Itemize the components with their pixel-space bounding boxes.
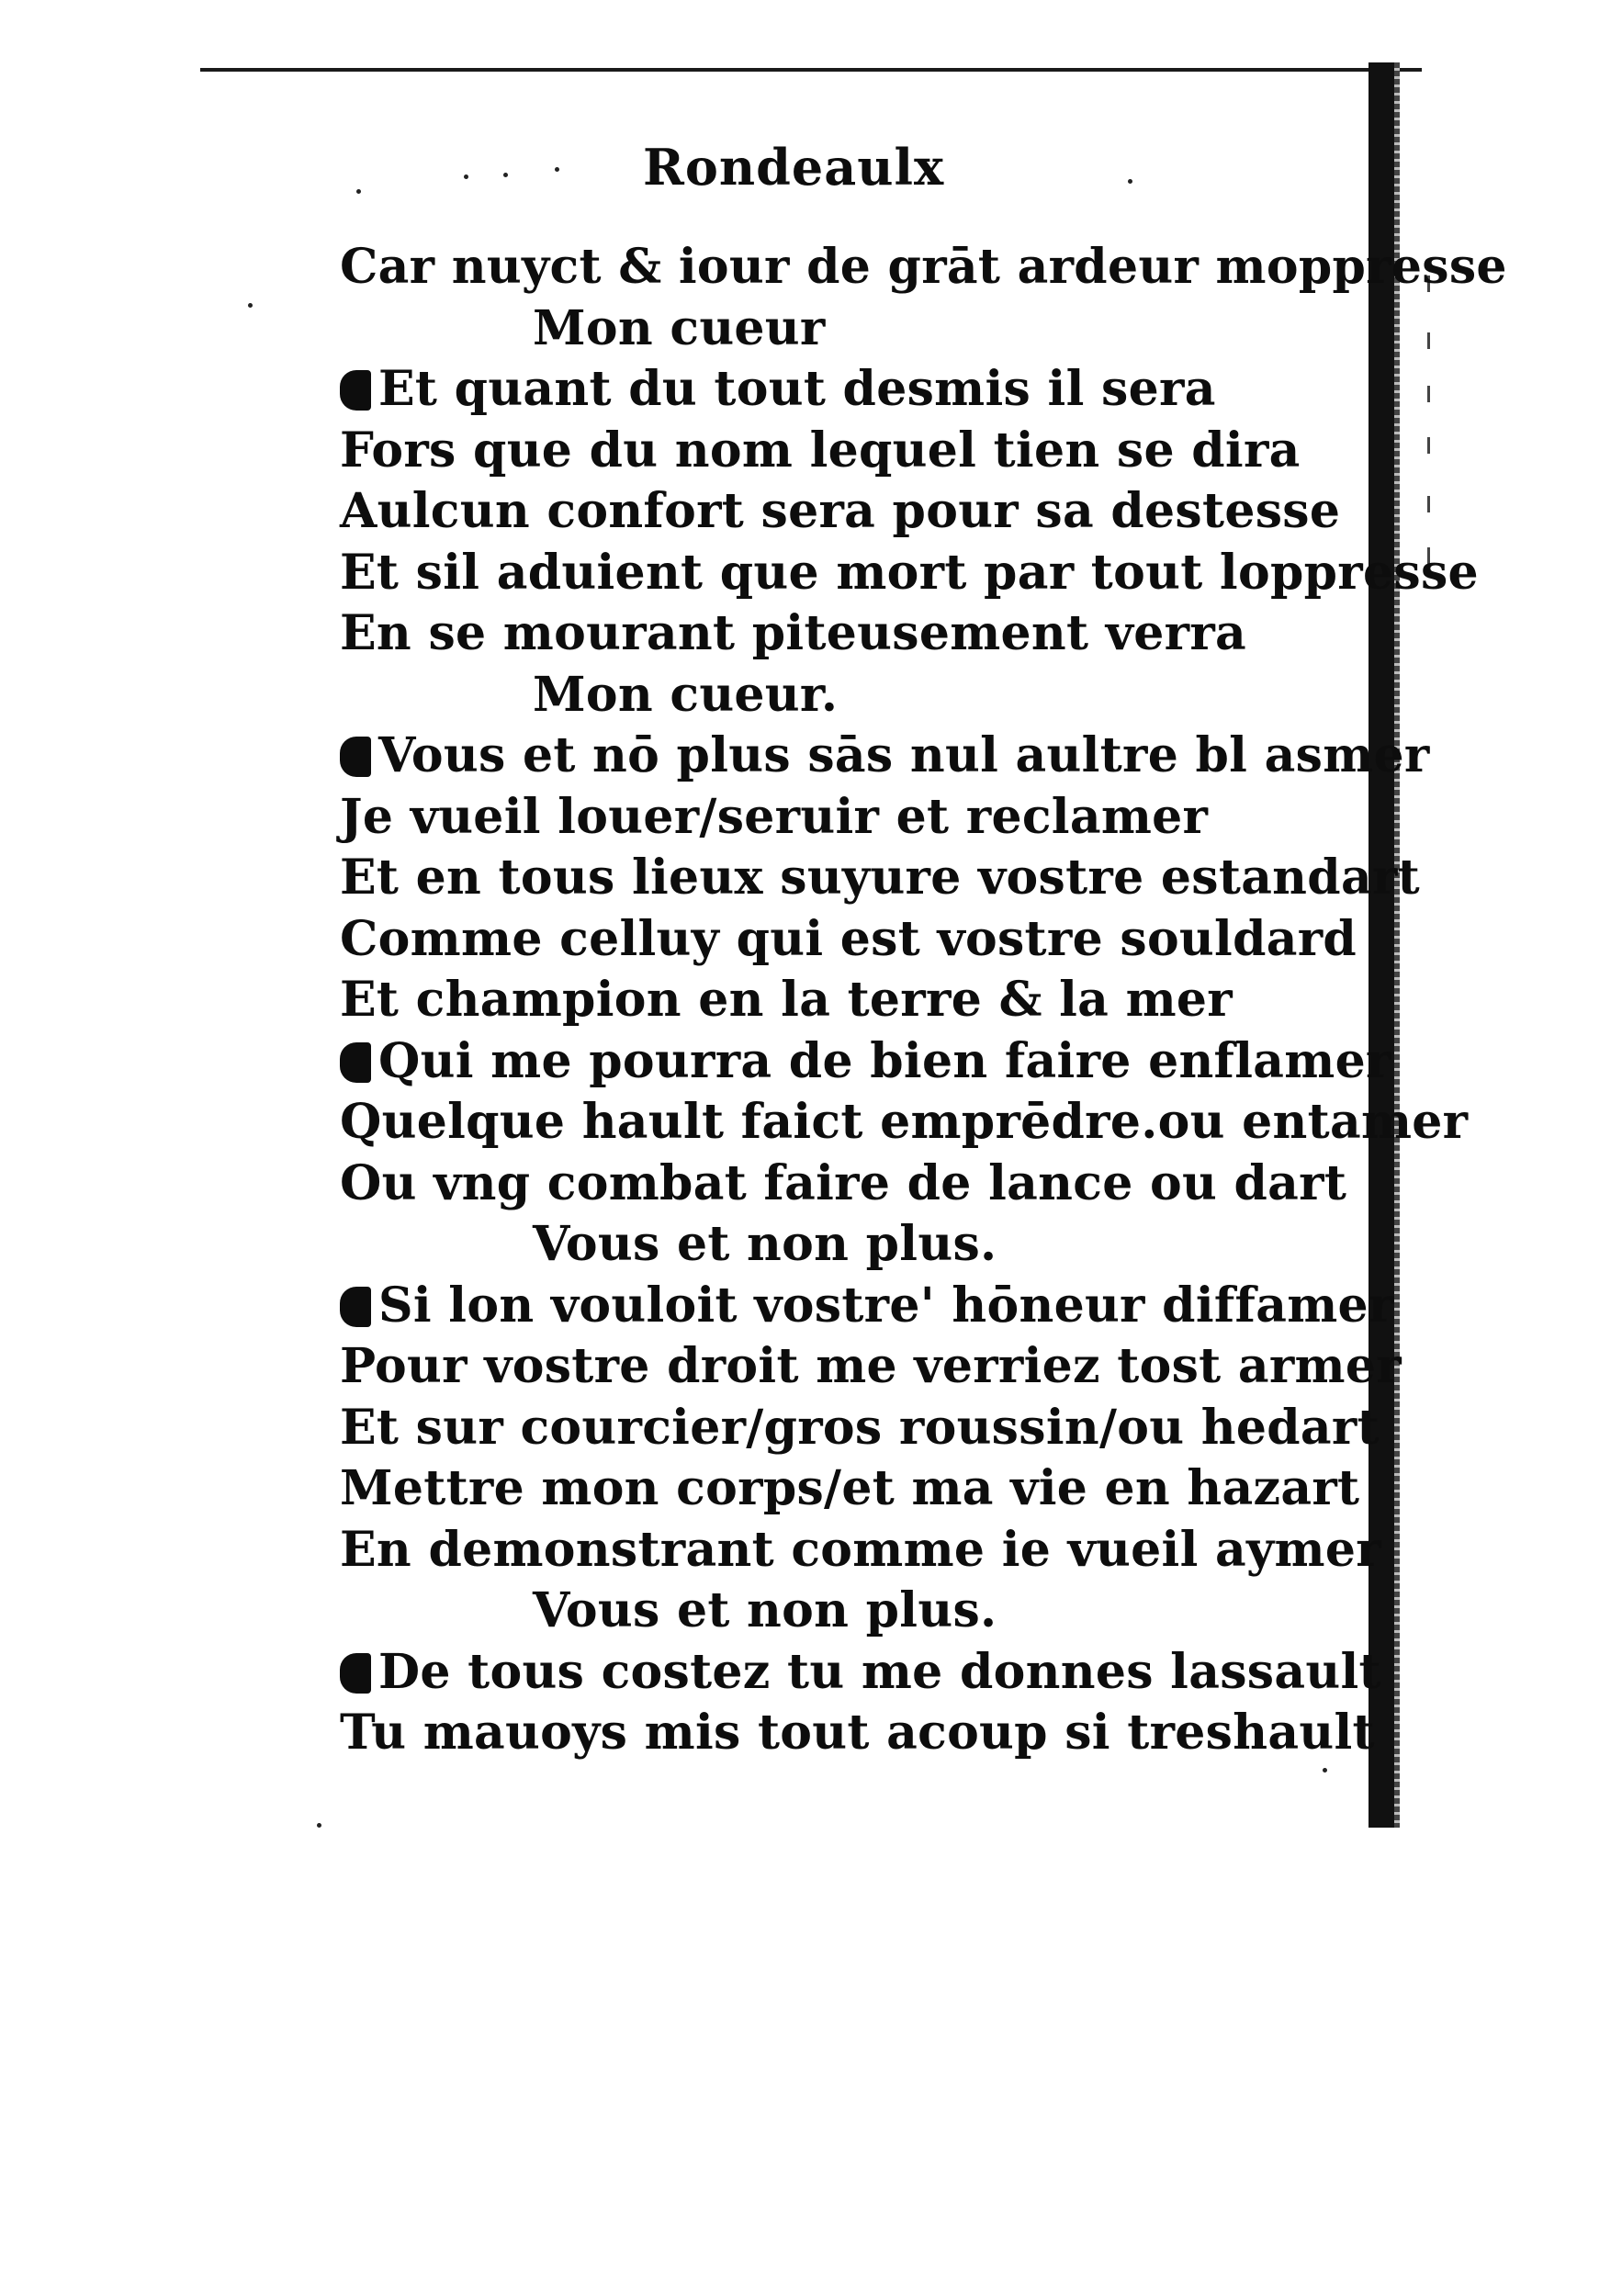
pilcrow-icon (340, 370, 371, 411)
pilcrow-icon (340, 1653, 371, 1694)
verse-line-text: Ou vng combat faire de lance ou dart (340, 1154, 1347, 1211)
ink-speck (555, 167, 559, 172)
verse-line-text: Aulcun confort sera pour sa destesse (340, 483, 1341, 539)
verse-line-text: Fors que du nom lequel tien se dira (340, 422, 1301, 478)
pilcrow-icon (340, 1287, 371, 1327)
verse-line-text: Mon cueur. (533, 666, 839, 723)
verse-line (340, 421, 1378, 482)
verse-line-text: Comme celluy qui est vostre souldard (340, 910, 1357, 967)
ink-speck (464, 174, 468, 179)
verse-line-text: Qui me pourra de bien faire enflamer (378, 1032, 1391, 1089)
verse-line (340, 543, 1479, 604)
pilcrow-icon (340, 1042, 371, 1083)
verse-line (340, 237, 1507, 298)
verse-line-text: Et champion en la terre & la mer (340, 972, 1233, 1028)
page-heading: Rondeaulx (643, 138, 945, 197)
verse-line (340, 1520, 1381, 1581)
verse-line (340, 970, 1378, 1031)
verse-line-text: Et en tous lieux suyure vostre estandart (340, 850, 1420, 906)
verse-line-text: En se mourant piteusement verra (340, 605, 1247, 661)
verse-line (340, 848, 1420, 909)
verse-line-text: Je vueil louer/seruir et reclamer (340, 788, 1209, 845)
verse-line-text: Vous et non plus. (533, 1216, 997, 1272)
binding-gutter-edge (1394, 62, 1400, 1828)
verse-line-text: Car nuyct & iour de grāt ardeur moppresse (340, 239, 1507, 295)
verse-line (340, 909, 1378, 971)
verse-line-text: Pour vostre droit me verriez tost armer (340, 1338, 1402, 1394)
margin-mark (1427, 332, 1430, 349)
refrain-line (340, 298, 1378, 360)
verse-line-text: De tous costez tu me donnes lassault (378, 1643, 1381, 1700)
verse-line-text: Vous et nō plus sās nul aultre bl asmer (378, 727, 1430, 783)
refrain-line (340, 665, 1378, 726)
verse-line (340, 1336, 1402, 1398)
top-rule (200, 68, 1422, 72)
refrain-line (340, 1581, 1378, 1642)
verse-line-text: Et sur courcier/gros roussin/ou hedart (340, 1399, 1380, 1456)
verse-line-text: Mon cueur (533, 299, 826, 356)
verse-line (340, 726, 1430, 787)
verse-line-text: Tu mauoys mis tout acoup si treshault (340, 1705, 1375, 1761)
margin-mark (1427, 437, 1430, 454)
verse-line-text: Quelque hault faict emprēdre.ou entamer (340, 1094, 1469, 1150)
verse-line (340, 1642, 1381, 1704)
verse-line (340, 1398, 1378, 1459)
ink-speck (1128, 179, 1132, 184)
ink-speck (356, 189, 361, 194)
verse-line-text: Si lon vouloit vostre' hōneur diffamer (378, 1277, 1394, 1334)
pilcrow-icon (340, 737, 371, 777)
verse-line (340, 1276, 1394, 1337)
ink-speck (248, 303, 253, 308)
verse-line (340, 1031, 1391, 1093)
verse-line-text: Et sil aduient que mort par tout loppresse (340, 544, 1479, 601)
verse-line-text: Et quant du tout desmis il sera (378, 361, 1216, 417)
verse-line (340, 359, 1378, 421)
margin-mark (1427, 496, 1430, 512)
verse-line (340, 1092, 1469, 1154)
ink-speck (317, 1823, 321, 1828)
verse-text (340, 237, 1507, 1764)
verse-line (340, 1154, 1378, 1215)
verse-line (340, 1703, 1378, 1764)
margin-mark (1427, 386, 1430, 402)
verse-line (340, 1458, 1378, 1520)
verse-line-text: Vous et non plus. (533, 1582, 997, 1638)
ink-speck (503, 173, 508, 177)
ink-speck (1323, 1768, 1327, 1773)
verse-line-text: Mettre mon corps/et ma vie en hazart (340, 1460, 1360, 1516)
refrain-line (340, 1214, 1378, 1276)
verse-line (340, 603, 1378, 665)
verse-line (340, 787, 1378, 849)
verse-line-text: En demonstrant comme ie vueil aymer (340, 1521, 1381, 1578)
verse-line (340, 481, 1378, 543)
